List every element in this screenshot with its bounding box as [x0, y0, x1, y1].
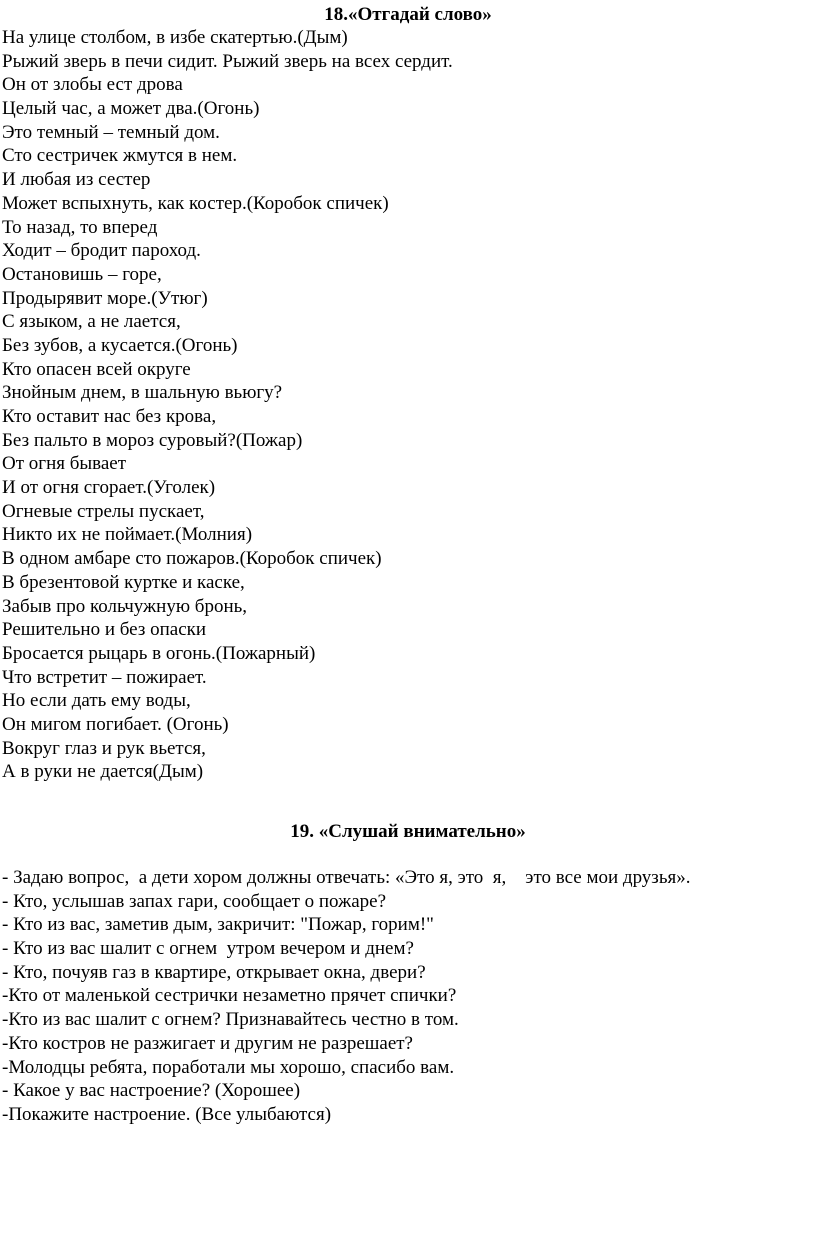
riddle-line: Он мигом погибает. (Огонь) [2, 713, 229, 735]
riddle-line: Кто оставит нас без крова, [2, 406, 217, 427]
riddle-line: Это темный – темный дом. [2, 121, 220, 143]
riddle-line: Что встретит – пожирает. [2, 666, 207, 688]
riddle-line: Он от злобы ест дрова [2, 74, 183, 96]
riddle-line: В одном амбаре сто пожаров.(Коробок спичек) [2, 548, 382, 570]
riddle-line: Огневые стрелы пускает, [2, 500, 205, 522]
questions-list [2, 866, 690, 1127]
section-18-title: 18.«Отгадай слово» [324, 4, 492, 25]
riddle-line: И любая из сестер [2, 169, 151, 191]
riddle-line: Остановишь – горе, [2, 263, 162, 285]
riddle-line: Но если дать ему воды, [2, 690, 191, 712]
question-line: - Задаю вопрос, а дети хором должны отвечать: «Это я, это я, это все мои друзья». [2, 867, 691, 888]
question-line: - Кто, услышав запах гари, сообщает о пожаре? [2, 890, 386, 912]
riddles-list [2, 26, 453, 784]
section-19-title: 19. «Слушай внимательно» [290, 821, 526, 842]
riddle-line: Сто сестричек жмутся в нем. [2, 145, 238, 167]
question-line: -Кто костров не разжигает и другим не разрешает? [2, 1032, 413, 1054]
question-line: -Покажите настроение. (Все улыбаются) [2, 1103, 332, 1125]
riddle-line: Рыжий зверь в печи сидит. Рыжий зверь на всех сердит. [2, 50, 453, 72]
riddle-line: Без зубов, а кусается.(Огонь) [2, 334, 238, 356]
riddle-line: То назад, то вперед [2, 216, 158, 238]
riddle-line: С языком, а не лается, [2, 311, 181, 333]
riddle-line: Кто опасен всей округе [2, 358, 191, 380]
riddle-line: А в руки не дается(Дым) [2, 761, 204, 783]
riddle-line: Никто их не поймает.(Молния) [2, 524, 253, 546]
question-line: -Кто от маленькой сестрички незаметно прячет спички? [2, 985, 457, 1007]
riddle-line: В брезентовой куртке и каске, [2, 571, 245, 593]
riddle-line: На улице столбом, в избе скатертью.(Дым) [2, 27, 348, 48]
riddle-line: Может вспыхнуть, как костер.(Коробок спичек) [2, 192, 389, 214]
question-line: - Какое у вас настроение? (Хорошее) [2, 1080, 301, 1102]
question-line: - Кто из вас, заметив дым, закричит: "Пожар, горим!" [2, 914, 434, 936]
riddle-line: Вокруг глаз и рук вьется, [2, 737, 206, 759]
riddle-line: От огня бывает [2, 453, 127, 475]
riddle-line: Знойным днем, в шальную вьюгу? [2, 382, 283, 404]
question-line: -Молодцы ребята, поработали мы хорошо, спасибо вам. [2, 1056, 455, 1078]
riddle-line: Продырявит море.(Утюг) [2, 287, 208, 309]
question-line: - Кто, почуяв газ в квартире, открывает окна, двери? [2, 961, 426, 983]
riddle-line: Целый час, а может два.(Огонь) [2, 98, 260, 120]
riddle-line: Бросается рыцарь в огонь.(Пожарный) [2, 642, 316, 664]
riddle-line: Ходит – бродит пароход. [2, 240, 201, 262]
riddle-line: Без пальто в мороз суровый?(Пожар) [2, 429, 303, 451]
question-line: -Кто из вас шалит с огнем? Признавайтесь честно в том. [2, 1009, 459, 1031]
riddle-line: И от огня сгорает.(Уголек) [2, 477, 216, 499]
riddle-line: Забыв про кольчужную бронь, [2, 595, 248, 617]
question-line: - Кто из вас шалит с огнем утром вечером и днем? [2, 938, 414, 960]
riddle-line: Решительно и без опаски [2, 619, 207, 641]
